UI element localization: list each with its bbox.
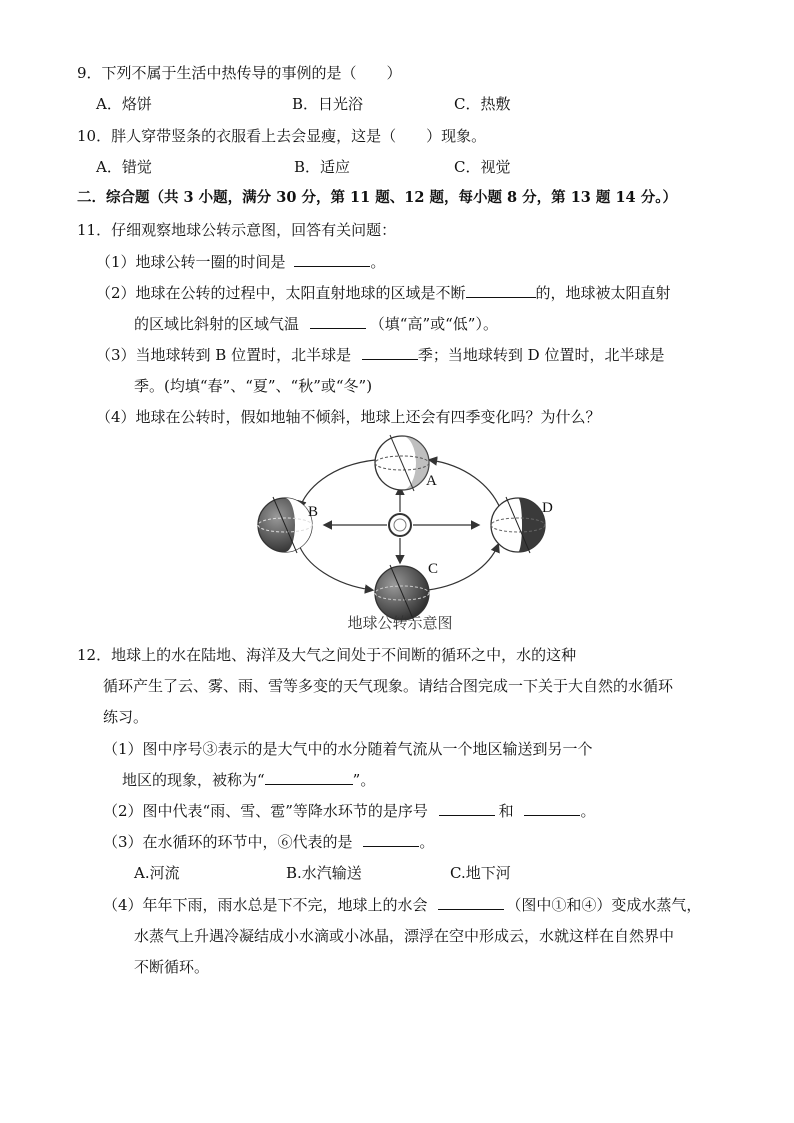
answer-blank[interactable]	[466, 283, 536, 298]
q9-option-b: B．日光浴	[292, 95, 364, 113]
q11-part2-text-d: （填“高”或“低”）。	[369, 315, 498, 333]
answer-blank[interactable]	[294, 252, 370, 267]
q11-part2-line1	[96, 283, 671, 303]
q11-part4: （4）地球在公转时，假如地轴不倾斜，地球上还会有四季变化吗？为什么？	[96, 408, 601, 426]
label-b: B	[308, 504, 319, 520]
q12-part3	[103, 832, 434, 852]
q12-part2	[103, 801, 595, 821]
q11-part2-text-c: 的区域比斜射的区域气温	[134, 315, 300, 333]
label-a: A	[426, 473, 437, 489]
diagram-caption: 地球公转示意图	[347, 614, 453, 632]
q11-part3-text-b: 季；当地球转到 D 位置时，北半球是	[417, 346, 665, 364]
q12-option-a: A.河流	[134, 864, 180, 882]
orbit-arc	[428, 545, 498, 590]
orbit-arc	[298, 542, 372, 590]
q10-option-a: A．错觉	[96, 158, 152, 176]
answer-blank[interactable]	[439, 801, 495, 816]
q11-part1-end: 。	[370, 253, 386, 271]
answer-blank[interactable]	[362, 345, 418, 360]
q11-stem: 11．仔细观察地球公转示意图，回答有关问题：	[77, 221, 397, 239]
q11-part2-line2	[134, 314, 498, 334]
q12-part1-text-c: ”。	[352, 771, 376, 789]
q11-part2-text-a: （2）地球在公转的过程中，太阳直射地球的区域是不断	[96, 284, 466, 302]
earth-b	[258, 497, 312, 553]
q12-part4-line2: 水蒸气上升遇冷凝结成小水滴或小冰晶，漂浮在空中形成云，水就这样在自然界中	[134, 927, 675, 945]
q12-stem-line2: 循环产生了云、雾、雨、雪等多变的天气现象。请结合图完成一下关于大自然的水循环	[103, 677, 674, 695]
q9-option-c: C．热敷	[454, 95, 511, 113]
answer-blank[interactable]	[438, 895, 504, 910]
q12-part2-text-c: 。	[580, 802, 596, 820]
q10-stem: 10．胖人穿带竖条的衣服看上去会显瘦，这是（ ）现象。	[77, 127, 487, 145]
q12-part3-text-b: 。	[419, 833, 435, 851]
q12-part1-text-b: 地区的现象，被称为“	[122, 771, 265, 789]
answer-blank[interactable]	[310, 314, 366, 329]
q12-part3-text-a: （3）在水循环的环节中，⑥代表的是	[103, 833, 353, 851]
q12-option-b: B.水汽输送	[286, 864, 362, 882]
q9-stem: 9．下列不属于生活中热传导的事例的是（ ）	[77, 64, 402, 82]
label-c: C	[428, 561, 439, 577]
q9-option-a: A．烙饼	[96, 95, 152, 113]
earth-a	[375, 435, 429, 491]
q12-part4-text-b: （图中①和④）变成水蒸气，	[506, 896, 702, 914]
q12-part2-text-b: 和	[498, 802, 514, 820]
q12-part4-text-a: （4）年年下雨，雨水总是下不完，地球上的水会	[103, 896, 428, 914]
answer-blank[interactable]	[265, 770, 353, 785]
answer-blank[interactable]	[524, 801, 580, 816]
q11-part3-text-a: （3）当地球转到 B 位置时，北半球是	[96, 346, 352, 364]
q10-option-b: B．适应	[294, 158, 351, 176]
q12-part1-line2	[122, 770, 375, 790]
q12-stem-line1: 12．地球上的水在陆地、海洋及大气之间处于不间断的循环之中，水的这种	[77, 646, 577, 664]
earth-orbit-diagram	[250, 430, 553, 640]
q11-part1-text: （1）地球公转一圈的时间是	[96, 253, 286, 271]
q11-part1	[96, 252, 385, 272]
q11-part3-line1	[96, 345, 664, 365]
earth-d	[491, 497, 545, 553]
q12-part1-line1: （1）图中序号③表示的是大气中的水分随着气流从一个地区输送到另一个	[103, 740, 593, 758]
q10-option-c: C．视觉	[454, 158, 511, 176]
q12-part4-line3: 不断循环。	[134, 958, 210, 976]
answer-blank[interactable]	[363, 832, 419, 847]
q12-stem-line3: 练习。	[103, 708, 149, 726]
q12-option-c: C.地下河	[450, 864, 511, 882]
q11-part2-text-b: 的，地球被太阳直射	[535, 284, 671, 302]
orbit-arc	[300, 460, 375, 508]
q12-part2-text-a: （2）图中代表“雨、雪、雹”等降水环节的是序号	[103, 802, 428, 820]
section-heading: 二．综合题（共 3 小题，满分 30 分，第 11 题、12 题，每小题 8 分，第 13 题 14 分。）	[77, 189, 677, 206]
orbit-arc	[430, 460, 500, 508]
earth-c	[375, 565, 429, 621]
q11-part3-line2: 季。(均填“春”、“夏”、“秋”或“冬”)	[134, 377, 373, 395]
q12-part4-line1	[103, 895, 701, 915]
label-d: D	[542, 500, 553, 516]
